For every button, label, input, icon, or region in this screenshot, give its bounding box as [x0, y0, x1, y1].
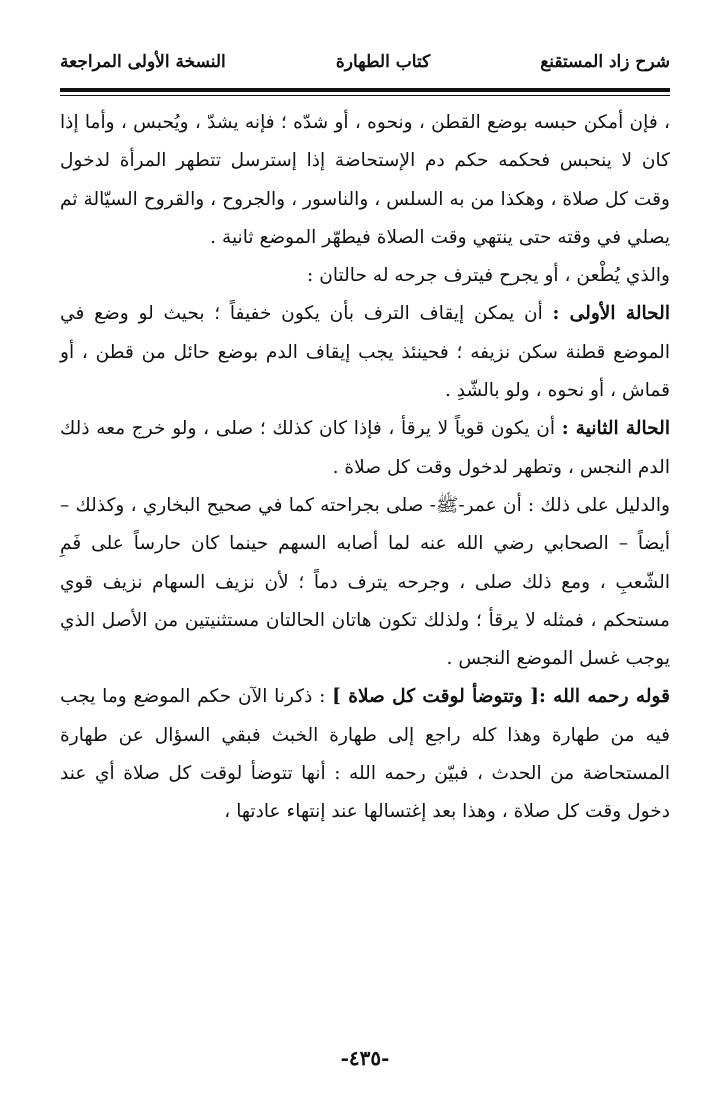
paragraph-case-two: [60, 410, 670, 487]
edition-label: النسخة الأولى المراجعة: [60, 52, 226, 72]
case-one-text: أن يمكن إيقاف الترف بأن يكون خفيفاً ؛ بحيث لو وضع في الموضع قطنة سكن نزيفه ؛ فحينئذ يجب إيقاف الدم بوضع حائل من قطن ، أو قماش ، أو نحوه ، ولو بالشّدِ .: [60, 303, 670, 402]
running-header: [60, 52, 670, 86]
paragraph-case-one: [60, 295, 670, 410]
header-rule-thick: [60, 88, 670, 92]
paragraph-two-cases: والذي يُطْعن ، أو يجرح فيترف جرحه له حالتان :: [307, 265, 670, 287]
chapter-title: كتاب الطهارة: [335, 52, 431, 72]
case-two-label: الحالة الثانية :: [561, 418, 671, 440]
book-page: [60, 52, 670, 1092]
header-rule-thin: [60, 95, 670, 96]
case-two-text: أن يكون قوياً لا يرقأ ، فإذا كان كذلك ؛ صلى ، ولو خرج معه ذلك الدم النجس ، وتطهر لدخول وقت كل صلاة .: [60, 418, 670, 478]
quote-label: قوله رحمه الله :[ وتتوضأ لوقت كل صلاة ]: [332, 686, 671, 708]
quote-text: : ذكرنا الآن حكم الموضع وما يجب فيه من طهارة وهذا كله راجع إلى طهارة الخبث فبقي السؤال عن طهارة المستحاضة من الحدث ، فبيّن رحمه الله : أنها تتوضأ لوقت كل صلاة أي عند دخول وقت كل صلاة ، وهذا بعد إغتسالها عند إنتهاء عادتها ،: [60, 686, 670, 823]
paragraph-intro: ، فإن أمكن حبسه بوضع القطن ، ونحوه ، أو شدّه ؛ فإنه يشدّ ، ويُحبس ، وأما إذا كان لا ينحبس فحكمه حكم دم الإستحاضة إذا إسترسل تتطهر المرأة لدخول وقت كل صلاة ، وهكذا من به السلس ، والناسور ، والجروح ، والقروح السيّالة ثم يصلي في وقته حتى ينتهي وقت الصلاة فيطهّر الموضع ثانية .: [60, 112, 670, 248]
page-number: -٤٣٥-: [340, 1046, 390, 1070]
case-one-label: الحالة الأولى :: [552, 303, 670, 325]
body-text: [60, 104, 670, 832]
book-title: شرح زاد المستقنع: [540, 52, 670, 72]
page-footer: [60, 1046, 670, 1070]
paragraph-evidence: والدليل على ذلك : أن عمر-ﷺ- صلى بجراحته كما في صحيح البخاري ، وكذلك – أيضاً – الصحابي رضي الله عنه لما أصابه السهم حينما كان حارساً على فَمِ الشّعبِ ، ومع ذلك صلى ، وجرحه يترف دماً ؛ لأن نزيف السهام نزيف قوي مستحكم ، فمثله لا يرقأ ؛ ولذلك تكون هاتان الحالتان مستثنيتين من الأصل الذي يوجب غسل الموضع النجس .: [60, 494, 670, 670]
paragraph-quote: [60, 678, 670, 831]
